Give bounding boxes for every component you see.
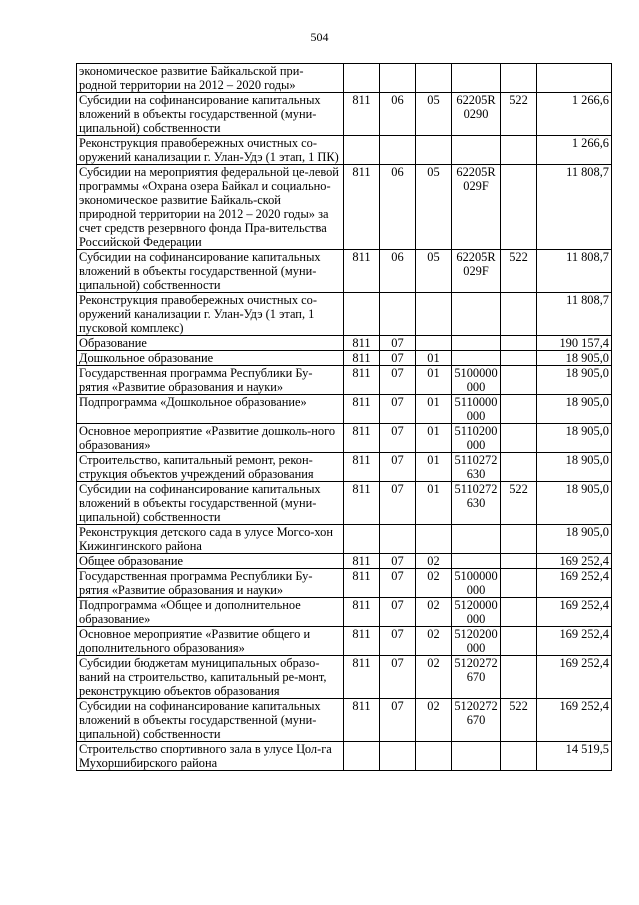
row-sum-cell: 11 808,7 [537, 250, 612, 293]
table-row [77, 64, 612, 93]
row-ved-cell [344, 136, 380, 165]
row-rz-cell [380, 64, 416, 93]
row-ved-cell: 811 [344, 569, 380, 598]
row-rz-cell: 06 [380, 165, 416, 250]
row-rz-cell: 07 [380, 699, 416, 742]
row-csr-cell [452, 293, 501, 336]
row-csr-cell: 5110200000 [452, 424, 501, 453]
row-rz-cell: 06 [380, 250, 416, 293]
row-ved-cell: 811 [344, 482, 380, 525]
row-rz-cell: 07 [380, 598, 416, 627]
table-row [77, 656, 612, 699]
row-csr-cell: 5100000000 [452, 569, 501, 598]
row-name-cell: Дошкольное образование [77, 351, 344, 366]
table-row [77, 482, 612, 525]
table-row [77, 453, 612, 482]
row-vr-cell [501, 351, 537, 366]
row-vr-cell [501, 569, 537, 598]
row-sum-cell: 18 905,0 [537, 351, 612, 366]
table-row [77, 569, 612, 598]
row-ved-cell: 811 [344, 424, 380, 453]
row-name-cell: Государственная программа Республики Бу-рятия «Развитие образования и науки» [77, 569, 344, 598]
table-row [77, 136, 612, 165]
row-csr-cell [452, 525, 501, 554]
row-sum-cell [537, 64, 612, 93]
row-vr-cell [501, 136, 537, 165]
row-sum-cell: 1 266,6 [537, 136, 612, 165]
row-csr-cell: 5110000000 [452, 395, 501, 424]
row-pr-cell: 01 [416, 482, 452, 525]
row-name-cell: Реконструкция правобережных очистных со-оружений канализации г. Улан-Удэ (1 этап, 1 пусковой комплекс) [77, 293, 344, 336]
table-row [77, 250, 612, 293]
row-name-cell: Реконструкция детского сада в улусе Могсо-хон Кижингинского района [77, 525, 344, 554]
row-pr-cell: 01 [416, 351, 452, 366]
row-vr-cell: 522 [501, 250, 537, 293]
row-name-cell: Субсидии на софинансирование капитальных вложений в объекты государственной (муни-ципальной) собственности [77, 482, 344, 525]
table-row [77, 525, 612, 554]
row-rz-cell: 07 [380, 453, 416, 482]
row-rz-cell: 07 [380, 482, 416, 525]
row-vr-cell [501, 525, 537, 554]
table-row [77, 395, 612, 424]
row-pr-cell: 02 [416, 554, 452, 569]
row-pr-cell: 02 [416, 569, 452, 598]
row-ved-cell [344, 293, 380, 336]
row-name-cell: Субсидии на мероприятия федеральной це-левой программы «Охрана озера Байкал и социально-экономическое развитие Байкаль-ской природной территории на 2012 – 2020 годы» за счет средств резервного фонда Пра-вительства Российской Федерации [77, 165, 344, 250]
row-pr-cell [416, 742, 452, 771]
row-pr-cell: 01 [416, 453, 452, 482]
row-csr-cell: 5120272670 [452, 656, 501, 699]
row-vr-cell [501, 366, 537, 395]
row-ved-cell: 811 [344, 656, 380, 699]
row-pr-cell: 02 [416, 627, 452, 656]
table-row [77, 351, 612, 366]
row-name-cell: Основное мероприятие «Развитие общего и дополнительного образования» [77, 627, 344, 656]
row-vr-cell [501, 395, 537, 424]
row-csr-cell [452, 64, 501, 93]
row-vr-cell: 522 [501, 699, 537, 742]
row-name-cell: Общее образование [77, 554, 344, 569]
row-pr-cell: 01 [416, 424, 452, 453]
row-vr-cell [501, 656, 537, 699]
row-ved-cell: 811 [344, 165, 380, 250]
row-pr-cell: 01 [416, 366, 452, 395]
row-rz-cell: 07 [380, 366, 416, 395]
row-vr-cell: 522 [501, 482, 537, 525]
row-vr-cell [501, 293, 537, 336]
budget-table-body [77, 64, 612, 771]
row-ved-cell: 811 [344, 336, 380, 351]
row-rz-cell: 07 [380, 336, 416, 351]
row-pr-cell [416, 336, 452, 351]
row-sum-cell: 169 252,4 [537, 554, 612, 569]
row-sum-cell: 11 808,7 [537, 165, 612, 250]
row-csr-cell [452, 742, 501, 771]
row-rz-cell [380, 742, 416, 771]
row-rz-cell: 07 [380, 424, 416, 453]
row-sum-cell: 169 252,4 [537, 598, 612, 627]
row-rz-cell [380, 136, 416, 165]
row-csr-cell: 5120272670 [452, 699, 501, 742]
page-number: 504 [310, 30, 329, 44]
row-rz-cell [380, 293, 416, 336]
row-csr-cell: 5120000000 [452, 598, 501, 627]
table-row [77, 366, 612, 395]
row-csr-cell: 5110272630 [452, 453, 501, 482]
row-sum-cell: 18 905,0 [537, 366, 612, 395]
row-vr-cell [501, 627, 537, 656]
row-ved-cell: 811 [344, 598, 380, 627]
table-row [77, 424, 612, 453]
row-sum-cell: 18 905,0 [537, 395, 612, 424]
row-ved-cell: 811 [344, 366, 380, 395]
row-rz-cell [380, 525, 416, 554]
row-rz-cell: 07 [380, 395, 416, 424]
row-ved-cell: 811 [344, 250, 380, 293]
row-rz-cell: 07 [380, 351, 416, 366]
row-csr-cell [452, 554, 501, 569]
row-name-cell: Подпрограмма «Дошкольное образование» [77, 395, 344, 424]
row-csr-cell: 5110272630 [452, 482, 501, 525]
row-pr-cell: 05 [416, 165, 452, 250]
row-sum-cell: 14 519,5 [537, 742, 612, 771]
row-name-cell: Образование [77, 336, 344, 351]
row-ved-cell [344, 525, 380, 554]
row-name-cell: Государственная программа Республики Бу-рятия «Развитие образования и науки» [77, 366, 344, 395]
row-rz-cell: 07 [380, 627, 416, 656]
row-vr-cell [501, 598, 537, 627]
row-ved-cell: 811 [344, 699, 380, 742]
row-sum-cell: 18 905,0 [537, 453, 612, 482]
row-vr-cell [501, 554, 537, 569]
row-sum-cell: 169 252,4 [537, 656, 612, 699]
row-pr-cell [416, 525, 452, 554]
row-rz-cell: 07 [380, 554, 416, 569]
table-row [77, 627, 612, 656]
row-name-cell: Субсидии на софинансирование капитальных вложений в объекты государственной (муни-ципальной) собственности [77, 699, 344, 742]
row-rz-cell: 07 [380, 656, 416, 699]
row-vr-cell [501, 453, 537, 482]
row-rz-cell: 06 [380, 93, 416, 136]
row-sum-cell: 169 252,4 [537, 569, 612, 598]
row-sum-cell: 11 808,7 [537, 293, 612, 336]
row-sum-cell: 169 252,4 [537, 699, 612, 742]
table-row [77, 93, 612, 136]
row-sum-cell: 169 252,4 [537, 627, 612, 656]
row-pr-cell: 05 [416, 250, 452, 293]
row-name-cell: Строительство спортивного зала в улусе Цол-га Мухоршибирского района [77, 742, 344, 771]
row-sum-cell: 18 905,0 [537, 482, 612, 525]
row-vr-cell [501, 424, 537, 453]
row-csr-cell [452, 351, 501, 366]
row-pr-cell: 02 [416, 656, 452, 699]
row-sum-cell: 18 905,0 [537, 525, 612, 554]
row-pr-cell [416, 136, 452, 165]
row-name-cell: Реконструкция правобережных очистных со-оружений канализации г. Улан-Удэ (1 этап, 1 ПК) [77, 136, 344, 165]
row-pr-cell: 02 [416, 598, 452, 627]
row-pr-cell [416, 293, 452, 336]
table-row [77, 336, 612, 351]
row-sum-cell: 1 266,6 [537, 93, 612, 136]
table-row [77, 598, 612, 627]
row-vr-cell [501, 165, 537, 250]
row-rz-cell: 07 [380, 569, 416, 598]
row-csr-cell [452, 336, 501, 351]
row-csr-cell: 62205R029F [452, 250, 501, 293]
row-pr-cell [416, 64, 452, 93]
row-csr-cell: 5120200000 [452, 627, 501, 656]
row-name-cell: экономическое развитие Байкальской при-родной территории на 2012 – 2020 годы» [77, 64, 344, 93]
row-vr-cell [501, 336, 537, 351]
row-name-cell: Строительство, капитальный ремонт, рекон-струкция объектов учреждений образования [77, 453, 344, 482]
row-sum-cell: 190 157,4 [537, 336, 612, 351]
row-ved-cell: 811 [344, 453, 380, 482]
row-ved-cell: 811 [344, 395, 380, 424]
budget-table [76, 63, 612, 771]
row-csr-cell: 5100000000 [452, 366, 501, 395]
row-csr-cell: 62205R0290 [452, 93, 501, 136]
row-sum-cell: 18 905,0 [537, 424, 612, 453]
row-pr-cell: 05 [416, 93, 452, 136]
row-pr-cell: 02 [416, 699, 452, 742]
row-vr-cell [501, 742, 537, 771]
table-row [77, 293, 612, 336]
row-name-cell: Основное мероприятие «Развитие дошколь-ного образования» [77, 424, 344, 453]
row-pr-cell: 01 [416, 395, 452, 424]
row-ved-cell: 811 [344, 554, 380, 569]
row-name-cell: Подпрограмма «Общее и дополнительное образование» [77, 598, 344, 627]
row-ved-cell [344, 742, 380, 771]
row-name-cell: Субсидии на софинансирование капитальных вложений в объекты государственной (муни-ципальной) собственности [77, 250, 344, 293]
table-row [77, 742, 612, 771]
row-ved-cell [344, 64, 380, 93]
row-csr-cell: 62205R029F [452, 165, 501, 250]
table-row [77, 699, 612, 742]
row-ved-cell: 811 [344, 93, 380, 136]
table-row [77, 165, 612, 250]
table-row [77, 554, 612, 569]
row-vr-cell: 522 [501, 93, 537, 136]
row-ved-cell: 811 [344, 351, 380, 366]
row-ved-cell: 811 [344, 627, 380, 656]
row-vr-cell [501, 64, 537, 93]
row-name-cell: Субсидии бюджетам муниципальных образо-ваний на строительство, капитальный ре-монт, реконструкцию объектов образования [77, 656, 344, 699]
row-csr-cell [452, 136, 501, 165]
row-name-cell: Субсидии на софинансирование капитальных вложений в объекты государственной (муни-ципальной) собственности [77, 93, 344, 136]
